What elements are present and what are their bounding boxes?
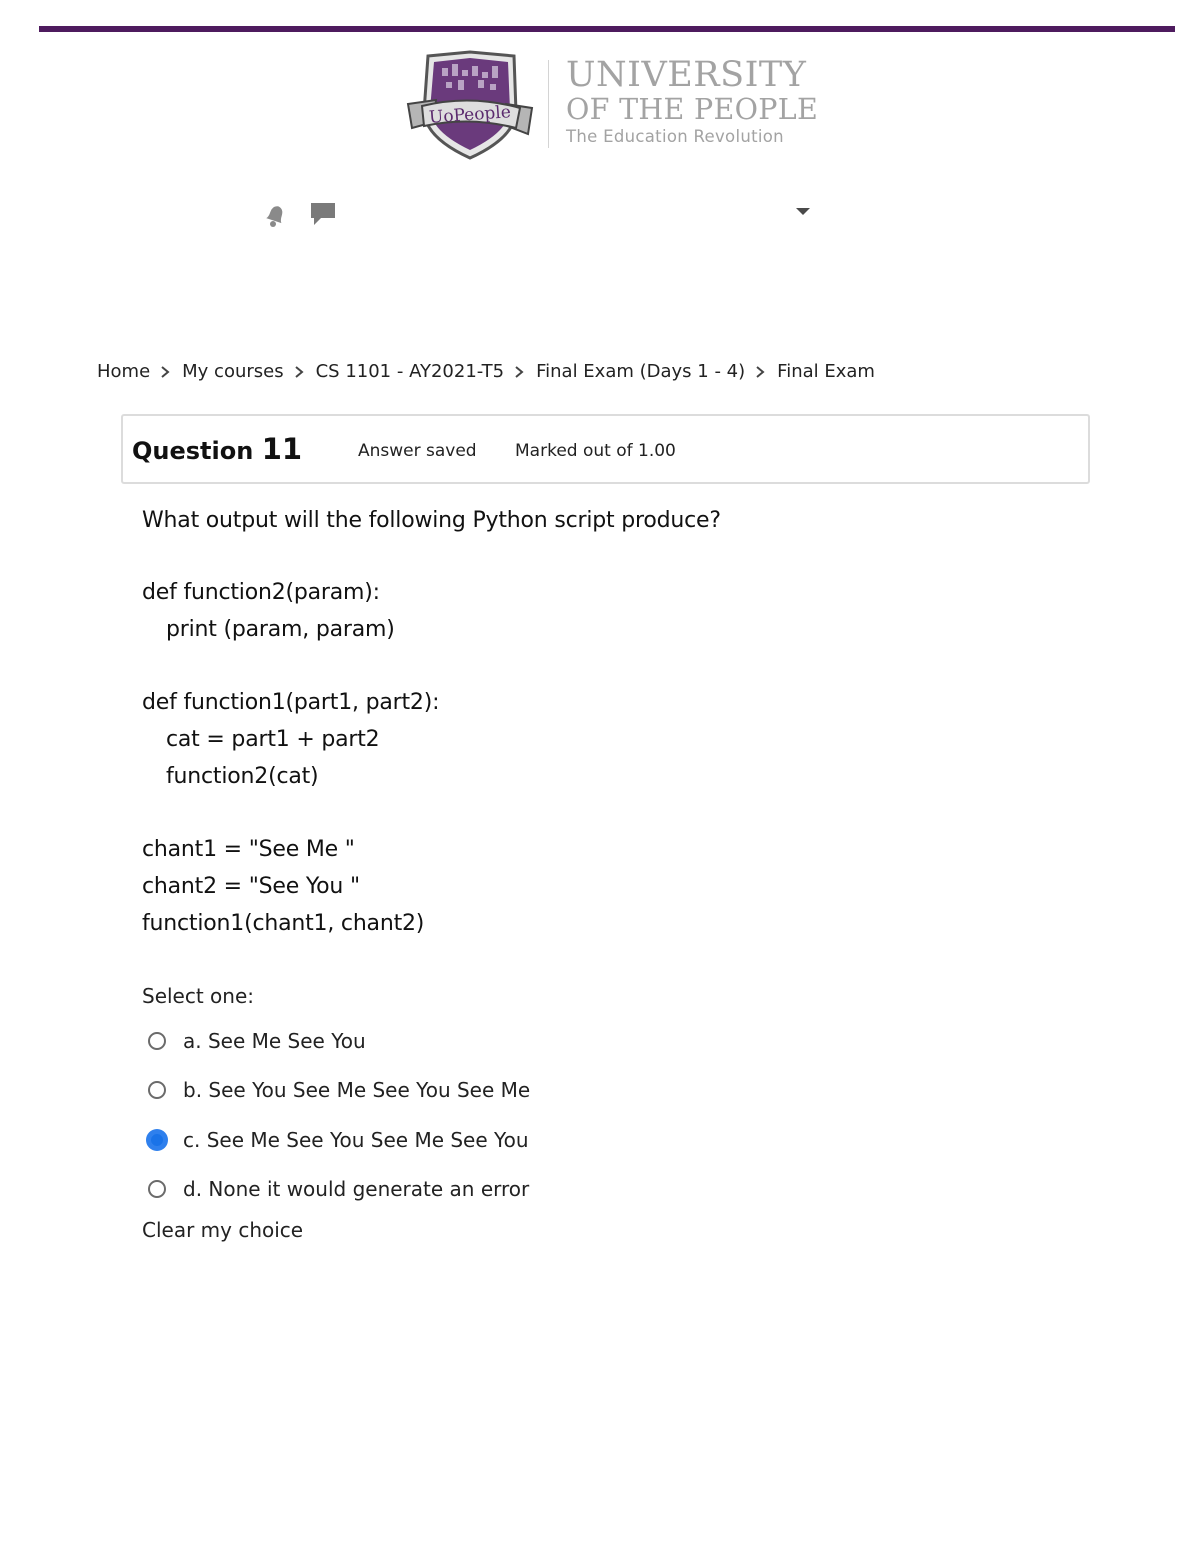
logo-divider: [548, 60, 549, 148]
answer-option-b[interactable]: [148, 1078, 530, 1102]
code-line: print (param, param): [166, 617, 395, 642]
question-info-box: [121, 414, 1090, 484]
answer-option-d[interactable]: [148, 1177, 529, 1201]
radio-button[interactable]: [148, 1180, 166, 1198]
svg-text:UoPeople: UoPeople: [428, 102, 512, 128]
caret-down-icon[interactable]: [793, 204, 813, 218]
breadcrumb-course[interactable]: CS 1101 - AY2021-T5: [315, 361, 505, 382]
code-line: chant2 = "See You ": [142, 874, 360, 899]
radio-button[interactable]: [148, 1032, 166, 1050]
question-number: 11: [261, 432, 303, 466]
chevron-right-icon: [512, 365, 526, 379]
site-logo[interactable]: [402, 50, 822, 162]
breadcrumb-current[interactable]: Final Exam: [777, 361, 875, 382]
answer-option-c[interactable]: [148, 1128, 529, 1152]
code-line: function2(cat): [166, 764, 319, 789]
code-line: def function1(part1, part2):: [142, 690, 440, 715]
radio-button[interactable]: [148, 1081, 166, 1099]
breadcrumb: [97, 361, 875, 382]
question-grade: Marked out of 1.00: [515, 441, 676, 461]
question-label: Question: [132, 437, 254, 465]
code-line: chant1 = "See Me ": [142, 837, 355, 862]
answer-option-label: c. See Me See You See Me See You: [183, 1128, 529, 1152]
breadcrumb-home[interactable]: Home: [97, 361, 151, 382]
answer-option-label: b. See You See Me See You See Me: [183, 1078, 531, 1102]
wordmark-tagline: The Education Revolution: [566, 127, 784, 146]
answer-option-label: d. None it would generate an error: [183, 1177, 530, 1201]
radio-button-selected[interactable]: [146, 1129, 168, 1151]
wordmark-line-1: UNIVERSITY: [566, 55, 807, 95]
breadcrumb-section[interactable]: Final Exam (Days 1 - 4): [536, 361, 746, 382]
chevron-right-icon: [158, 365, 172, 379]
chat-icon[interactable]: [309, 200, 337, 228]
code-line: cat = part1 + part2: [166, 727, 380, 752]
select-prompt: Select one:: [142, 984, 255, 1008]
code-line: function1(chant1, chant2): [142, 911, 425, 936]
university-wordmark: [566, 56, 818, 148]
answer-option-label: a. See Me See You: [183, 1029, 366, 1053]
clear-choice-link[interactable]: Clear my choice: [142, 1218, 304, 1242]
breadcrumb-my-courses[interactable]: My courses: [182, 361, 284, 382]
bell-icon[interactable]: [262, 200, 290, 228]
question-title: [132, 432, 302, 466]
code-line: def function2(param):: [142, 580, 380, 605]
header-accent-bar: [39, 26, 1175, 32]
uopeople-crest-icon: [402, 50, 538, 160]
chevron-right-icon: [753, 365, 767, 379]
question-state: Answer saved: [358, 441, 477, 461]
answer-option-a[interactable]: [148, 1029, 366, 1053]
chevron-right-icon: [292, 365, 306, 379]
wordmark-line-2: OF THE PEOPLE: [566, 93, 819, 126]
question-text: What output will the following Python script produce?: [142, 508, 721, 533]
